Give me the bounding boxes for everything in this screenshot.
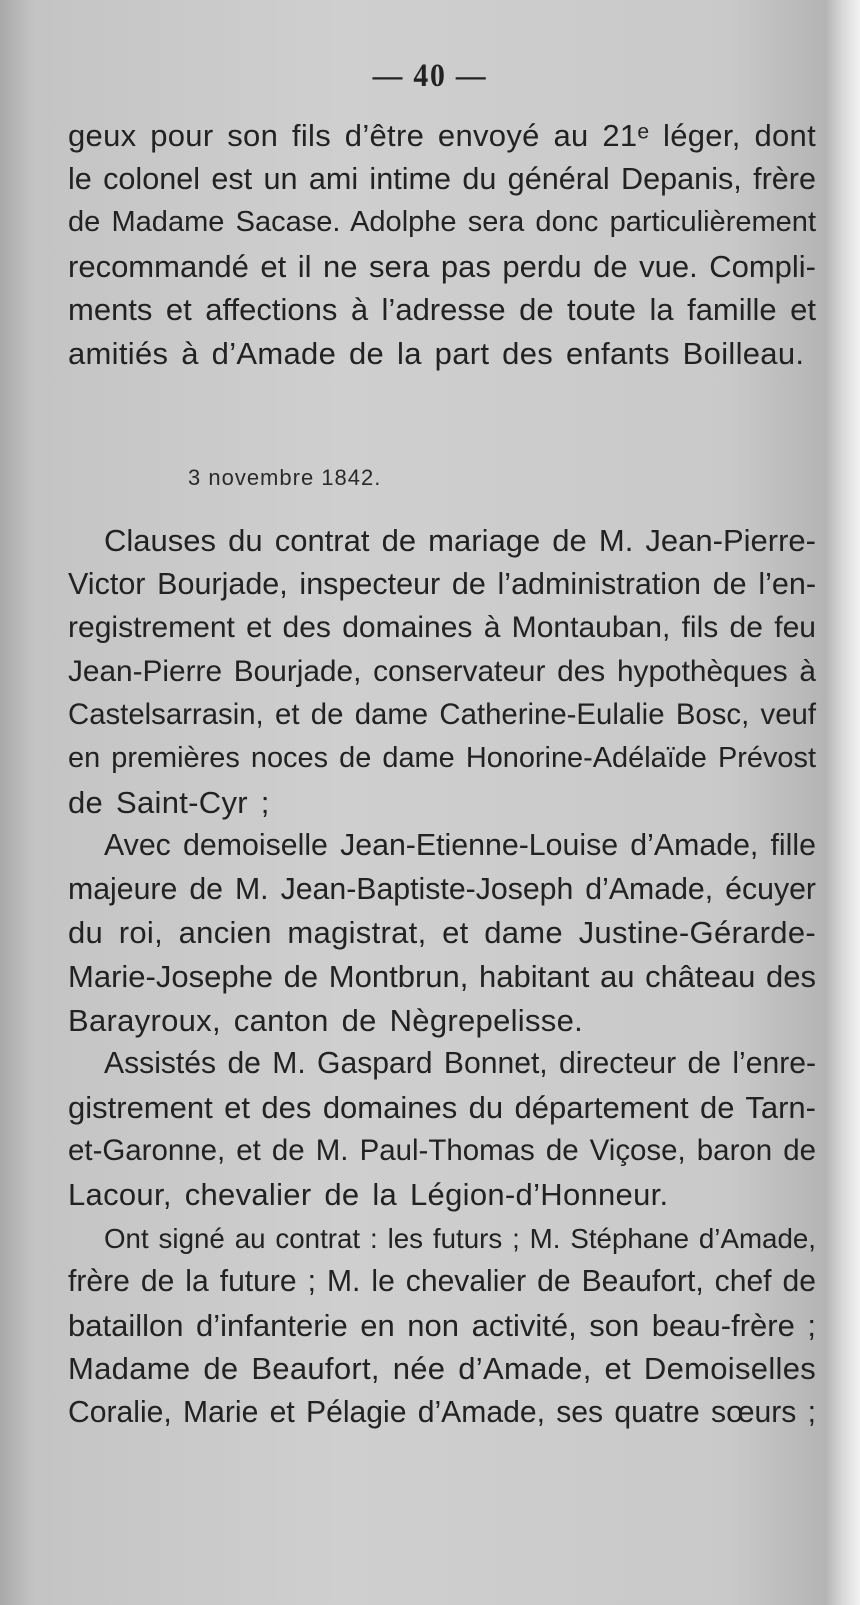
text-line: registrement et des domaines à Montauban, fils de feu — [68, 611, 816, 645]
text-line: Marie-Josephe de Montbrun, habitant au château des — [68, 958, 816, 994]
text-line: bataillon d’infanterie en non activité, son beau-frère ; — [68, 1307, 816, 1343]
text-line: majeure de M. Jean-Baptiste-Joseph d’Amade, écuyer — [68, 872, 816, 906]
text-line: ments et affections à l’adresse de toute la famille et — [68, 292, 816, 328]
text-line: Clauses du contrat de mariage de M. Jean-Pierre- — [104, 523, 816, 558]
text-line: de Madame Sacase. Adolphe sera donc particulièrement — [68, 206, 816, 239]
date-heading: 3 novembre 1842. — [188, 465, 382, 490]
text-line: Ont signé au contrat : les futurs ; M. Stéphane d’Amade, — [104, 1222, 816, 1254]
text-line: Lacour, chevalier de la Légion-d’Honneur. — [68, 1176, 669, 1212]
text-line: et-Garonne, et de M. Paul-Thomas de Viçose, baron de — [68, 1134, 816, 1168]
text-line: amitiés à d’Amade de la part des enfants Boilleau. — [68, 335, 805, 371]
text-line: du roi, ancien magistrat, et dame Justine-Gérarde- — [68, 915, 816, 951]
paragraph-marriage-contract — [68, 519, 816, 1434]
text-line: Assistés de M. Gaspard Bonnet, directeur de l’enre- — [104, 1047, 816, 1081]
text-line: geux pour son fils d’être envoyé au 21ᵉ léger, dont — [68, 118, 816, 153]
page-number: — 40 — — [372, 58, 488, 94]
text-line: Madame de Beaufort, née d’Amade, et Demoiselles — [68, 1351, 817, 1387]
text-line: Victor Bourjade, inspecteur de l’administration de l’en- — [68, 566, 816, 601]
text-line: recommandé et il ne sera pas perdu de vue. Compli- — [68, 248, 816, 284]
text-line: Coralie, Marie et Pélagie d’Amade, ses quatre sœurs ; — [68, 1395, 816, 1429]
text-line: Avec demoiselle Jean-Etienne-Louise d’Amade, fille — [104, 829, 816, 863]
text-line: en premières noces de dame Honorine-Adélaïde Prévost — [68, 741, 816, 774]
text-line: Castelsarrasin, et de dame Catherine-Eulalie Bosc, veuf — [68, 698, 816, 732]
text-line: le colonel est un ami intime du général Depanis, frère — [68, 161, 816, 196]
text-line: frère de la future ; M. le chevalier de Beaufort, chef de — [68, 1265, 816, 1299]
paragraph-letter-end — [68, 114, 816, 376]
text-line: Barayroux, canton de Nègrepelisse. — [68, 1002, 584, 1038]
text-line: gistrement et des domaines du département de Tarn- — [68, 1089, 816, 1125]
text-line: de Saint-Cyr ; — [68, 784, 270, 820]
text-line: Jean-Pierre Bourjade, conservateur des hypothèques à — [68, 654, 816, 688]
